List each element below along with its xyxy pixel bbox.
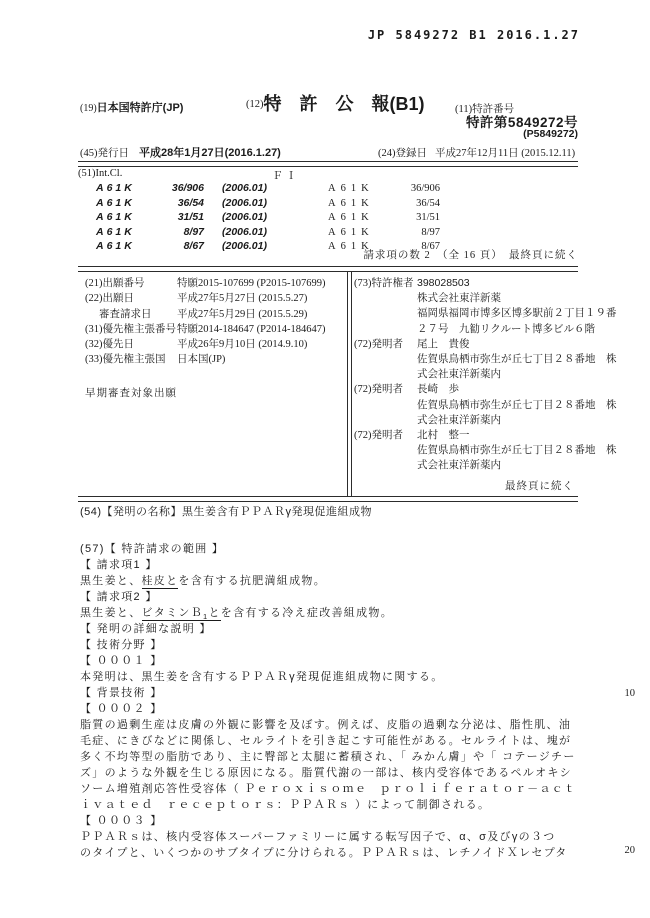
claim2-underlined-term: ビタミンＢ$_1$と — [141, 607, 221, 622]
registration-date-row — [378, 145, 575, 160]
classification-row: A61K 8/67 (2006.01) A61K 8/67 — [96, 240, 440, 253]
office-name: 日本国特許庁(JP) — [96, 102, 184, 114]
issue-date-value: 平成28年1月27日(2016.1.27) — [139, 147, 281, 159]
claim2-text: 黒生姜と、ビタミンＢ$_1$とを含有する冷え症改善組成物。 — [80, 607, 393, 622]
patent-office — [80, 99, 183, 115]
document-body — [80, 541, 596, 861]
issue-date-row — [80, 144, 281, 160]
double-rule-bottom — [78, 496, 578, 502]
office-prefix: (19) — [80, 103, 97, 114]
fi-label: ＦＩ — [272, 171, 300, 182]
claim2-heading: 【 請求項2 】 — [80, 591, 158, 603]
publication-code: JP 5849272 B1 2016.1.27 — [367, 28, 580, 42]
body-line: ソーム増殖剤応答性受容体（ Ｐｅｒｏｘｉｓｏｍｅ ｐｒｏｌｉｆｅｒａｔｏｒ－ａｃｔ — [80, 783, 577, 795]
claim1-underlined-term: 桂皮と — [141, 575, 179, 587]
margin-line-number-10: 10 — [624, 688, 635, 699]
intcl-label: (51)Int.Cl. — [78, 168, 123, 179]
classification-row: A61K 31/51 (2006.01) A61K 31/51 — [96, 211, 440, 224]
body-line: ｉｖａｔｅｄ ｒｅｃｅｐｔｏｒｓ：ＰＰＡＲｓ ）によって制御される。 — [80, 799, 491, 811]
bibliographic-table — [78, 270, 617, 496]
patent-number: 特許第5849272号 — [465, 115, 578, 130]
body-line: 毛症、にきびなどに関係し、セルライトを引き起こす可能性がある。セルライトは、塊が — [80, 735, 572, 747]
patentee-entry: (73)特許権者 398028503 株式会社東洋新薬 福岡県福岡市博多区博多駅前２丁目１９番 ２７号 九勧リクルート博多ビル６階 — [354, 277, 617, 335]
body-line: ズ」のような外観を生じる原因になる。脂質代謝の一部は、核内受容体であるペルオキシ — [80, 767, 572, 779]
inventor-entry: (72)発明者 北村 整一 佐賀県鳥栖市弥生が丘七丁目２８番地 株 式会社東洋新薬内 — [354, 428, 617, 472]
priority-number-row: (31)優先権主張番号 特願2014-184647 (P2014-184647) — [85, 323, 326, 335]
claims-scope-heading: (57)【 特許請求の範囲 】 — [80, 543, 225, 555]
registration-date-label: (24)登録日 — [378, 148, 427, 159]
double-rule-top — [78, 161, 578, 167]
body-line: 多く不均等型の脂肪であり、主に臀部と太腿に蓄積され、「 みかん膚」や「 コテージチー — [80, 751, 576, 763]
patent-number-paren: (P5849272) — [523, 128, 578, 140]
biblio-right-column — [354, 275, 617, 472]
claim1-text: 黒生姜と、桂皮とを含有する抗肥満組成物。 — [80, 575, 327, 587]
gazette-kind — [246, 90, 425, 116]
body-line: のタイプと、いくつかのサブタイプに分けられる。ＰＰＡＲｓは、レチノイドＸレセプタ — [80, 847, 568, 859]
kind-title: 特 許 公 報(B1) — [263, 94, 425, 114]
claim1-heading: 【 請求項1 】 — [80, 559, 158, 571]
body-line: 脂質の過剰生産は皮膚の外観に影響を及ぼす。例えば、皮脂の過剰な分泌は、脂性肌、油 — [80, 719, 572, 731]
examination-request-row: 審査請求日 平成27年5月29日 (2015.5.29) — [99, 308, 308, 320]
classification-block — [78, 168, 578, 255]
patent-number-label: (11)特許番号 — [455, 104, 515, 115]
registration-date-value: 平成27年12月11日 (2015.12.11) — [435, 148, 576, 159]
kind-prefix: (12) — [246, 99, 264, 110]
issue-date-label: (45)発行日 — [80, 148, 129, 159]
body-line: 【 ０００３ 】 — [80, 815, 163, 827]
margin-line-number-20: 20 — [624, 845, 635, 856]
body-line: 【 背景技術 】 — [80, 687, 163, 699]
body-line: 本発明は、黒生姜を含有するＰＰＡＲγ発現促進組成物に関する。 — [80, 671, 444, 683]
classification-row: A61K 8/97 (2006.01) A61K 8/97 — [96, 225, 440, 238]
body-line: 【 技術分野 】 — [80, 639, 163, 651]
claims-count-note: 請求項の数 2 （全 16 頁） 最終頁に続く — [363, 250, 578, 261]
priority-country-row: (33)優先権主張国 日本国(JP) — [85, 354, 226, 366]
continued-on-last-page-note: 最終頁に続く — [505, 480, 574, 492]
body-line: ＰＰＡＲｓは、核内受容体スーパーファミリーに属する転写因子で、α、σ及びγの３つ — [80, 831, 556, 843]
biblio-left-column — [85, 275, 340, 400]
classification-row: A61K 36/906 (2006.01) A61K 36/906 — [96, 182, 440, 194]
body-line: 【 ０００２ 】 — [80, 703, 163, 715]
classification-row: A61K 36/54 (2006.01) A61K 36/54 — [96, 196, 440, 209]
inventor-entry: (72)発明者 尾上 貴俊 佐賀県鳥栖市弥生が丘七丁目２８番地 株 式会社東洋新薬内 — [354, 337, 617, 381]
body-line: 【 発明の詳細な説明 】 — [80, 623, 212, 635]
application-number-row: (21)出願番号 特願2015-107699 (P2015-107699) — [85, 278, 326, 289]
column-divider — [347, 272, 352, 496]
priority-date-row: (32)優先日 平成26年9月10日 (2014.9.10) — [85, 339, 308, 351]
invention-title: (54)【発明の名称】黒生姜含有ＰＰＡＲγ発現促進組成物 — [80, 506, 373, 518]
inventor-entry: (72)発明者 長崎 歩 佐賀県鳥栖市弥生が丘七丁目２８番地 株 式会社東洋新薬内 — [354, 383, 617, 426]
body-line: 【 ０００１ 】 — [80, 655, 163, 667]
filing-date-row: (22)出願日 平成27年5月27日 (2015.5.27) — [85, 293, 308, 305]
accelerated-examination-note: 早期審査対象出願 — [85, 386, 177, 399]
classification-header — [78, 168, 578, 182]
